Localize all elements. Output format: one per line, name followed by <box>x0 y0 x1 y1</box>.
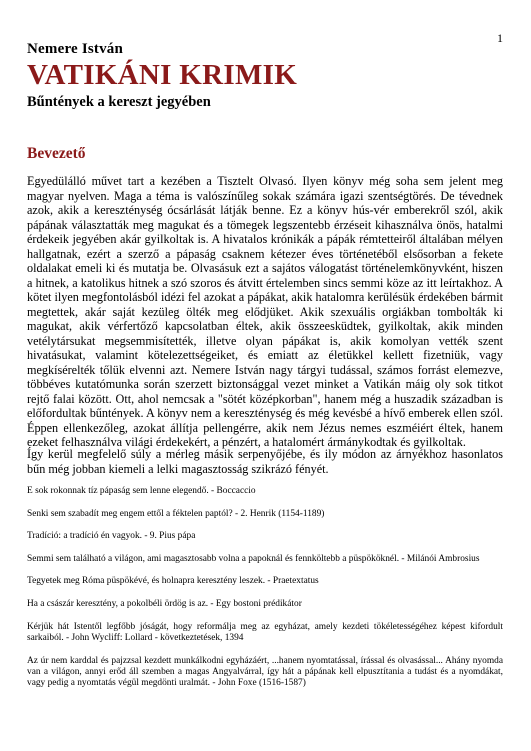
intro-paragraph-closing: Így kerül megfelelő súly a mérleg másik serpenyőjébe, és ily módon az árnyékhoz hasonlatos bűn még jobban kiemeli a lelki magasztosság szikrázó fényét. <box>27 447 503 476</box>
quote-ambrosius: Semmi sem található a világon, ami magasztosabb volna a papoknál és fennköltebb a püspököknél. - Milánói Ambrosius <box>27 553 480 564</box>
book-subtitle: Bűntények a kereszt jegyében <box>27 94 211 110</box>
section-heading: Bevezető <box>27 145 86 162</box>
quote-foxe: Az úr nem karddal és pajzzsal kezdett munkálkodni egyházáért, ...hanem nyomtatással, írással és olvasással... Ahány nyomda van a világon, annyi erőd áll szemben a magas Angyalvárral, így hát a pápának kell elpusztítania a tudást és a nyomdákat, vagy pedig a nyomtatás végül megdönti uralmát. - John Foxe (1516-1587) <box>27 655 503 689</box>
quote-boston: Ha a császár keresztény, a pokolbéli ördög is az. - Egy bostoni prédikátor <box>27 598 302 609</box>
quote-henrik: Senki sem szabadít meg engem ettől a féktelen paptól? - 2. Henrik (1154-1189) <box>27 508 325 519</box>
quote-wycliff: Kérjük hát Istentől legfőbb jóságát, hogy reformálja meg az egyházat, amely kezdeti tökéletességéhez képest kifordult sarkaiból. - John Wycliff: Lollard - következtetések, 1394 <box>27 621 503 643</box>
author-name: Nemere István <box>27 41 124 57</box>
intro-paragraph: Egyedülálló művet tart a kezében a Tisztelt Olvasó. Ilyen könyv még soha sem jelent meg magyar nyelven. Maga a téma is valószínűleg sokak számára igazi szentségtörés. De tévednek azok, akik a kereszténység ócsárlását látják benne. Ez a könyv hús-vér emberekről szól, akik pápának választatták meg magukat és a tömegek legszentebb érzéseit kihasználva önös, hatalmi érdekeik jegyében akár gyilkoltak is. A hivatalos krónikák a pápák rémtetteiről általában mélyen hallgatnak, ezért a szerző a pápaság csaknem kétezer éves történetéből elsősorban a fekete oldalakat emeli ki és mutatja be. Olvasásuk ezt a sajátos válogatást történelemkönyvként, hiszen a hitnek, a katolikus hitnek a szó szoros és átvitt értelemben sincs semmi köze az itt leírtakhoz. A kötet ilyen megfontolásból idézi fel azokat a pápákat, akik hatalomra kerülésük érdekében bármit megtettek, akár saját kezüleg ölték meg elődjüket. Akik szexuális orgiákban tombolták ki magukat, akik vérfertőző kapcsolatban éltek, akik összeesküdtek, gyilkoltak, akik minden vetélytársukat megsemmisítették, illetve olyan pápákat is, akik komolyan vették szent hivatásukat, valamint kötelezettségeiket, és emiatt az életükkel kellett fizetniük, vagy megkísérelték tőlük elvenni azt. Nemere István nagy tárgyi tudással, számos forrást elemezve, többéves kutatómunka során szerzett biztonsággal vezet minket a Vatikán máig oly sok titkot rejtő falai között. Ott, ahol nemcsak a "sötét középkorban", hanem még a huszadik században is előfordultak bűntények. A könyv nem a kereszténység és még kevésbé a hívő emberek ellen szól. Éppen ellenkezőleg, azokat állítja pellengérre, akik nem Jézus nemes eszméiért éltek, hanem ezeket felhasználva világi érdekekért, a pénzért, a hatalomért ármánykodtak és gyilkoltak. <box>27 174 503 449</box>
quotes-list <box>27 486 503 701</box>
book-title: VATIKÁNI KRIMIK <box>27 59 298 91</box>
quote-boccaccio: E sok rokonnak tíz pápaság sem lenne elegendő. - Boccaccio <box>27 486 256 496</box>
quote-praetextatus: Tegyetek meg Róma püspökévé, és holnapra keresztény leszek. - Praetextatus <box>27 576 319 587</box>
page-number: 1 <box>497 31 503 45</box>
quote-pius: Tradíció: a tradíció én vagyok. - 9. Pius pápa <box>27 531 196 542</box>
